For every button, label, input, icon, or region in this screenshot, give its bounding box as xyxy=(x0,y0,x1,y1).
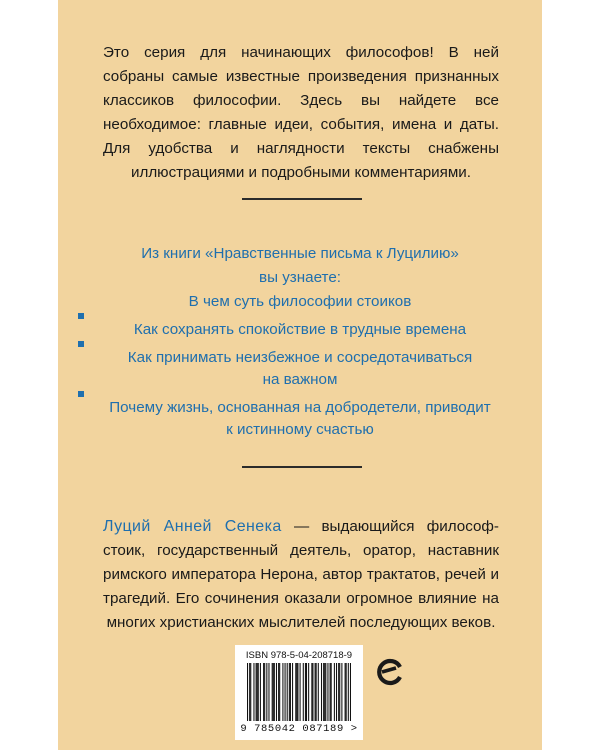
barcode-bar xyxy=(338,663,339,721)
back-cover xyxy=(58,0,542,750)
barcode-bar xyxy=(250,663,251,721)
barcode-bar xyxy=(247,663,248,721)
barcode-bar xyxy=(315,663,316,721)
learn-item-text: Как сохранять спокойствие в трудные времена xyxy=(133,321,467,338)
barcode-bar xyxy=(260,663,261,721)
barcode-bar xyxy=(350,663,351,721)
learn-item-text: В чем суть философии стоиков xyxy=(188,293,412,310)
barcode-bar xyxy=(290,663,291,721)
barcode-bar xyxy=(257,663,258,721)
isbn-digits: 9 785042 087189 > xyxy=(240,723,358,735)
barcode-bar xyxy=(297,663,298,721)
barcode-bar xyxy=(346,663,347,721)
learn-item xyxy=(78,291,522,313)
barcode-bar xyxy=(303,663,304,721)
barcode-bar xyxy=(279,663,280,721)
barcode-bar xyxy=(311,663,312,721)
learn-item xyxy=(78,347,522,391)
barcode-bar xyxy=(287,663,288,721)
barcode-bar xyxy=(276,663,277,721)
author-bio xyxy=(103,515,499,635)
barcode-bar xyxy=(325,663,326,721)
learn-heading-line1: Из книги «Нравственные письма к Луцилию» xyxy=(141,245,459,262)
barcode-bar xyxy=(263,663,264,721)
barcode-bar xyxy=(327,663,328,721)
barcode-bar xyxy=(348,663,349,721)
barcode-bar xyxy=(308,663,309,721)
barcode-bar xyxy=(321,663,322,721)
learn-heading-line2: вы узнаете: xyxy=(259,269,341,286)
barcode-bar xyxy=(278,663,279,721)
learn-item xyxy=(78,319,522,341)
divider-top xyxy=(242,198,362,200)
barcode-bars-icon xyxy=(247,663,351,721)
learn-item-text: Почему жизнь, основанная на добродетели, приводит xyxy=(109,399,491,416)
barcode-bar xyxy=(316,663,317,721)
barcode-bar xyxy=(292,663,293,721)
barcode-bar xyxy=(341,663,342,721)
barcode-bar xyxy=(282,663,283,721)
barcode-bar xyxy=(256,663,257,721)
learn-list xyxy=(78,291,522,441)
author-name: Луций Анней Сенека xyxy=(103,518,282,535)
author-description: — выдающийся философ-стоик, государственный деятель, оратор, наставник римского императора Нерона, автор трактатов, речей и трагедий. Его сочинения оказали огромное влияние на многих христианских мыслителей последующих веков. xyxy=(103,518,499,631)
barcode-bar xyxy=(253,663,254,721)
learn-item-text: Как принимать неизбежное и сосредотачиваться xyxy=(127,349,473,366)
barcode-bar xyxy=(249,663,250,721)
learn-heading xyxy=(78,242,522,290)
learn-item xyxy=(78,397,522,441)
barcode-bar xyxy=(285,663,286,721)
barcode-bar xyxy=(289,663,290,721)
barcode-bar xyxy=(312,663,313,721)
barcode xyxy=(235,645,363,740)
barcode-bar xyxy=(274,663,275,721)
barcode-bar xyxy=(318,663,319,721)
barcode-bar xyxy=(324,663,325,721)
barcode-bar xyxy=(273,663,274,721)
barcode-bar xyxy=(258,663,259,721)
barcode-bar xyxy=(272,663,273,721)
barcode-bar xyxy=(323,663,324,721)
barcode-bar xyxy=(331,663,332,721)
barcode-bar xyxy=(306,663,307,721)
barcode-bar xyxy=(266,663,267,721)
barcode-bar xyxy=(300,663,301,721)
barcode-bar xyxy=(339,663,340,721)
publisher-logo-icon xyxy=(374,656,406,688)
learn-item-text: к истинному счастью xyxy=(226,421,374,438)
barcode-bar xyxy=(264,663,265,721)
barcode-bar xyxy=(296,663,297,721)
learn-item-text: на важном xyxy=(262,371,338,388)
barcode-bar xyxy=(336,663,337,721)
barcode-bar xyxy=(295,663,296,721)
divider-bottom xyxy=(242,466,362,468)
barcode-bar xyxy=(345,663,346,721)
isbn-label: ISBN 978-5-04-208718-9 xyxy=(245,650,353,661)
barcode-bar xyxy=(268,663,269,721)
barcode-bar xyxy=(305,663,306,721)
series-description: Это серия для начинающих философов! В ней собраны самые известные произведения признанных классиков философии. Здесь вы найдете все необходимое: главные идеи, события, имена и даты. Для удобства и наглядности тексты снабжены иллюстрациями и подробными комментариями. xyxy=(103,44,499,181)
barcode-bar xyxy=(330,663,331,721)
barcode-bar xyxy=(334,663,335,721)
